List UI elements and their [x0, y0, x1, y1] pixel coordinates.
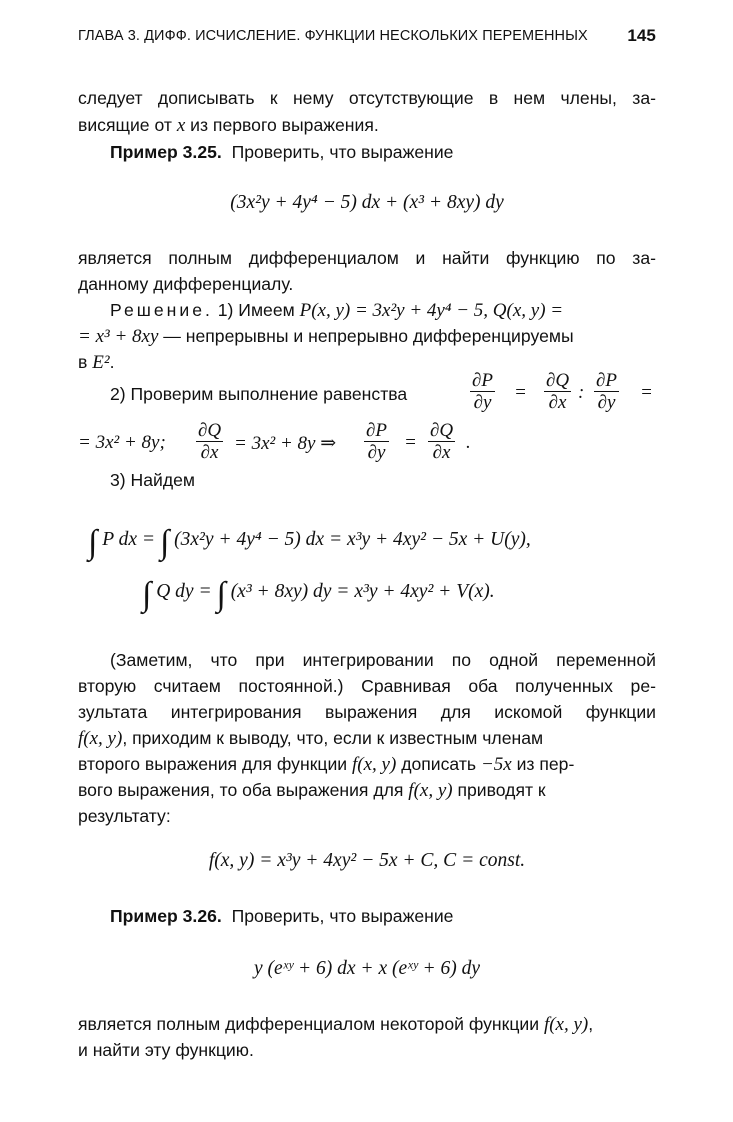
- math-inline: = 3x² + 8y;: [78, 432, 166, 453]
- math-inline: P(x, y) = 3x²y + 4y⁴ − 5, Q(x, y) =: [299, 300, 564, 321]
- period: .: [466, 432, 471, 453]
- step2-line: [110, 370, 656, 420]
- text-fragment: в: [78, 352, 93, 372]
- text-line: результату:: [78, 806, 171, 826]
- step2-text: 2) Проверим выполнение равенства: [110, 384, 408, 404]
- text-fragment: вого выражения, то оба выражения для: [78, 780, 409, 800]
- numerator: ∂Q: [430, 420, 454, 441]
- denominator: ∂y: [597, 392, 616, 413]
- math-inline: f(x, y): [78, 728, 123, 749]
- equals-sign: =: [404, 432, 417, 453]
- text-line: [78, 776, 656, 804]
- denominator: ∂x: [548, 392, 567, 413]
- text-line: вторую считаем постоянной.) Сравнивая оба полученных ре-: [78, 676, 656, 696]
- fraction-dP-dy: [364, 420, 389, 463]
- running-header: [78, 28, 656, 52]
- text-line: [78, 724, 656, 752]
- integral-sign: ∫: [216, 576, 226, 613]
- running-title: ГЛАВА 3. ДИФФ. ИСЧИСЛЕНИЕ. ФУНКЦИИ НЕСКОЛЬКИХ ПЕРЕМЕННЫХ: [78, 28, 588, 44]
- text-line: зультата интегрирования выражения для искомой функции: [78, 702, 656, 722]
- example-3-25-heading: [110, 138, 656, 166]
- text-fragment: .: [109, 352, 115, 372]
- numerator: ∂P: [472, 370, 493, 391]
- solution-label: Решение.: [110, 300, 213, 320]
- fraction-dP-dy: [470, 370, 495, 413]
- example-label: Пример 3.25.: [110, 142, 222, 162]
- text-fragment: 1) Имеем: [217, 300, 300, 320]
- text-fragment: приводят к: [452, 780, 546, 800]
- text-fragment: второго выражения для функции: [78, 754, 353, 774]
- integral-sign: ∫: [88, 524, 98, 561]
- integral-sign: ∫: [142, 576, 152, 613]
- text-line: и найти эту функцию.: [78, 1040, 254, 1060]
- text-line: [78, 111, 656, 139]
- text-fragment: , приходим к выводу, что, если к известным членам: [122, 728, 544, 748]
- integral-sign: ∫: [159, 524, 170, 561]
- fraction-dQ-dx: [544, 370, 571, 413]
- text-line: следует дописывать к нему отсутствующие в нем члены, за-: [78, 88, 656, 108]
- text-fragment: является полным дифференциалом некоторой функции: [78, 1014, 544, 1034]
- denominator: ∂y: [473, 392, 492, 413]
- text-line: данному дифференциалу.: [78, 274, 294, 294]
- example-label: Пример 3.26.: [110, 906, 222, 926]
- math-inline: f(x, y): [352, 754, 397, 775]
- text-fragment: из первого выражения.: [185, 115, 379, 135]
- math-inline: (x³ + 8xy) dy = x³y + 4xy² + V(x).: [230, 581, 495, 602]
- math-inline: = 3x² + 8y ⇒: [234, 433, 337, 454]
- example-3-26-heading: [110, 902, 656, 930]
- result-formula: f(x, y) = x³y + 4xy² − 5x + C, C = const.: [208, 850, 526, 871]
- example-text: Проверить, что выражение: [231, 142, 454, 162]
- page-number: 145: [627, 26, 656, 45]
- equals-sign: =: [640, 382, 653, 403]
- math-inline: f(x, y): [408, 780, 453, 801]
- integral-formula-1: [88, 520, 531, 560]
- math-inline: = x³ + 8xy: [78, 326, 159, 347]
- math-inline: Q dy =: [156, 581, 212, 602]
- text-line: [78, 322, 656, 350]
- example-text: Проверить, что выражение: [231, 906, 454, 926]
- text-line: 3) Найдем: [110, 470, 195, 490]
- math-inline: E²: [92, 352, 110, 373]
- numerator: ∂P: [366, 420, 387, 441]
- numerator: ∂P: [596, 370, 617, 391]
- denominator: ∂y: [367, 442, 386, 463]
- denominator: ∂x: [432, 442, 451, 463]
- integral-formula-2: [142, 572, 495, 612]
- denominator: ∂x: [200, 442, 219, 463]
- derivatives-line: [78, 418, 656, 468]
- math-inline: f(x, y): [543, 1014, 589, 1035]
- numerator: ∂Q: [198, 420, 222, 441]
- math-inline: P dx =: [102, 529, 156, 550]
- text-fragment: дописать: [396, 754, 481, 774]
- text-line: (Заметим, что при интегрировании по одной переменной: [110, 650, 656, 670]
- math-inline: (3x²y + 4y⁴ − 5) dx = x³y + 4xy² − 5x + U(y),: [174, 529, 531, 550]
- numerator: ∂Q: [546, 370, 570, 391]
- text-line: [78, 750, 656, 778]
- text-line: является полным дифференциалом и найти функцию по за-: [78, 248, 656, 268]
- text-fragment: ,: [588, 1014, 594, 1034]
- text-line: [78, 1010, 656, 1038]
- math-inline: −5x: [480, 754, 512, 775]
- text-fragment: висящие от: [78, 115, 177, 135]
- solution-line: [110, 296, 656, 324]
- fraction-dQ-dx: [196, 420, 223, 463]
- fraction-dP-dy-2: [594, 370, 619, 413]
- equals-sign: =: [514, 382, 527, 403]
- colon-sign: :: [578, 382, 585, 403]
- formula-display: (3x²y + 4y⁴ − 5) dx + (x³ + 8xy) dy: [230, 192, 504, 213]
- math-inline: x: [176, 115, 186, 136]
- formula-display: y (eˣʸ + 6) dx + x (eˣʸ + 6) dy: [253, 958, 481, 979]
- text-fragment: — непрерывны и непрерывно дифференцируемы: [158, 326, 574, 346]
- fraction-dQ-dx-2: [428, 420, 455, 463]
- text-fragment: из пер-: [511, 754, 575, 774]
